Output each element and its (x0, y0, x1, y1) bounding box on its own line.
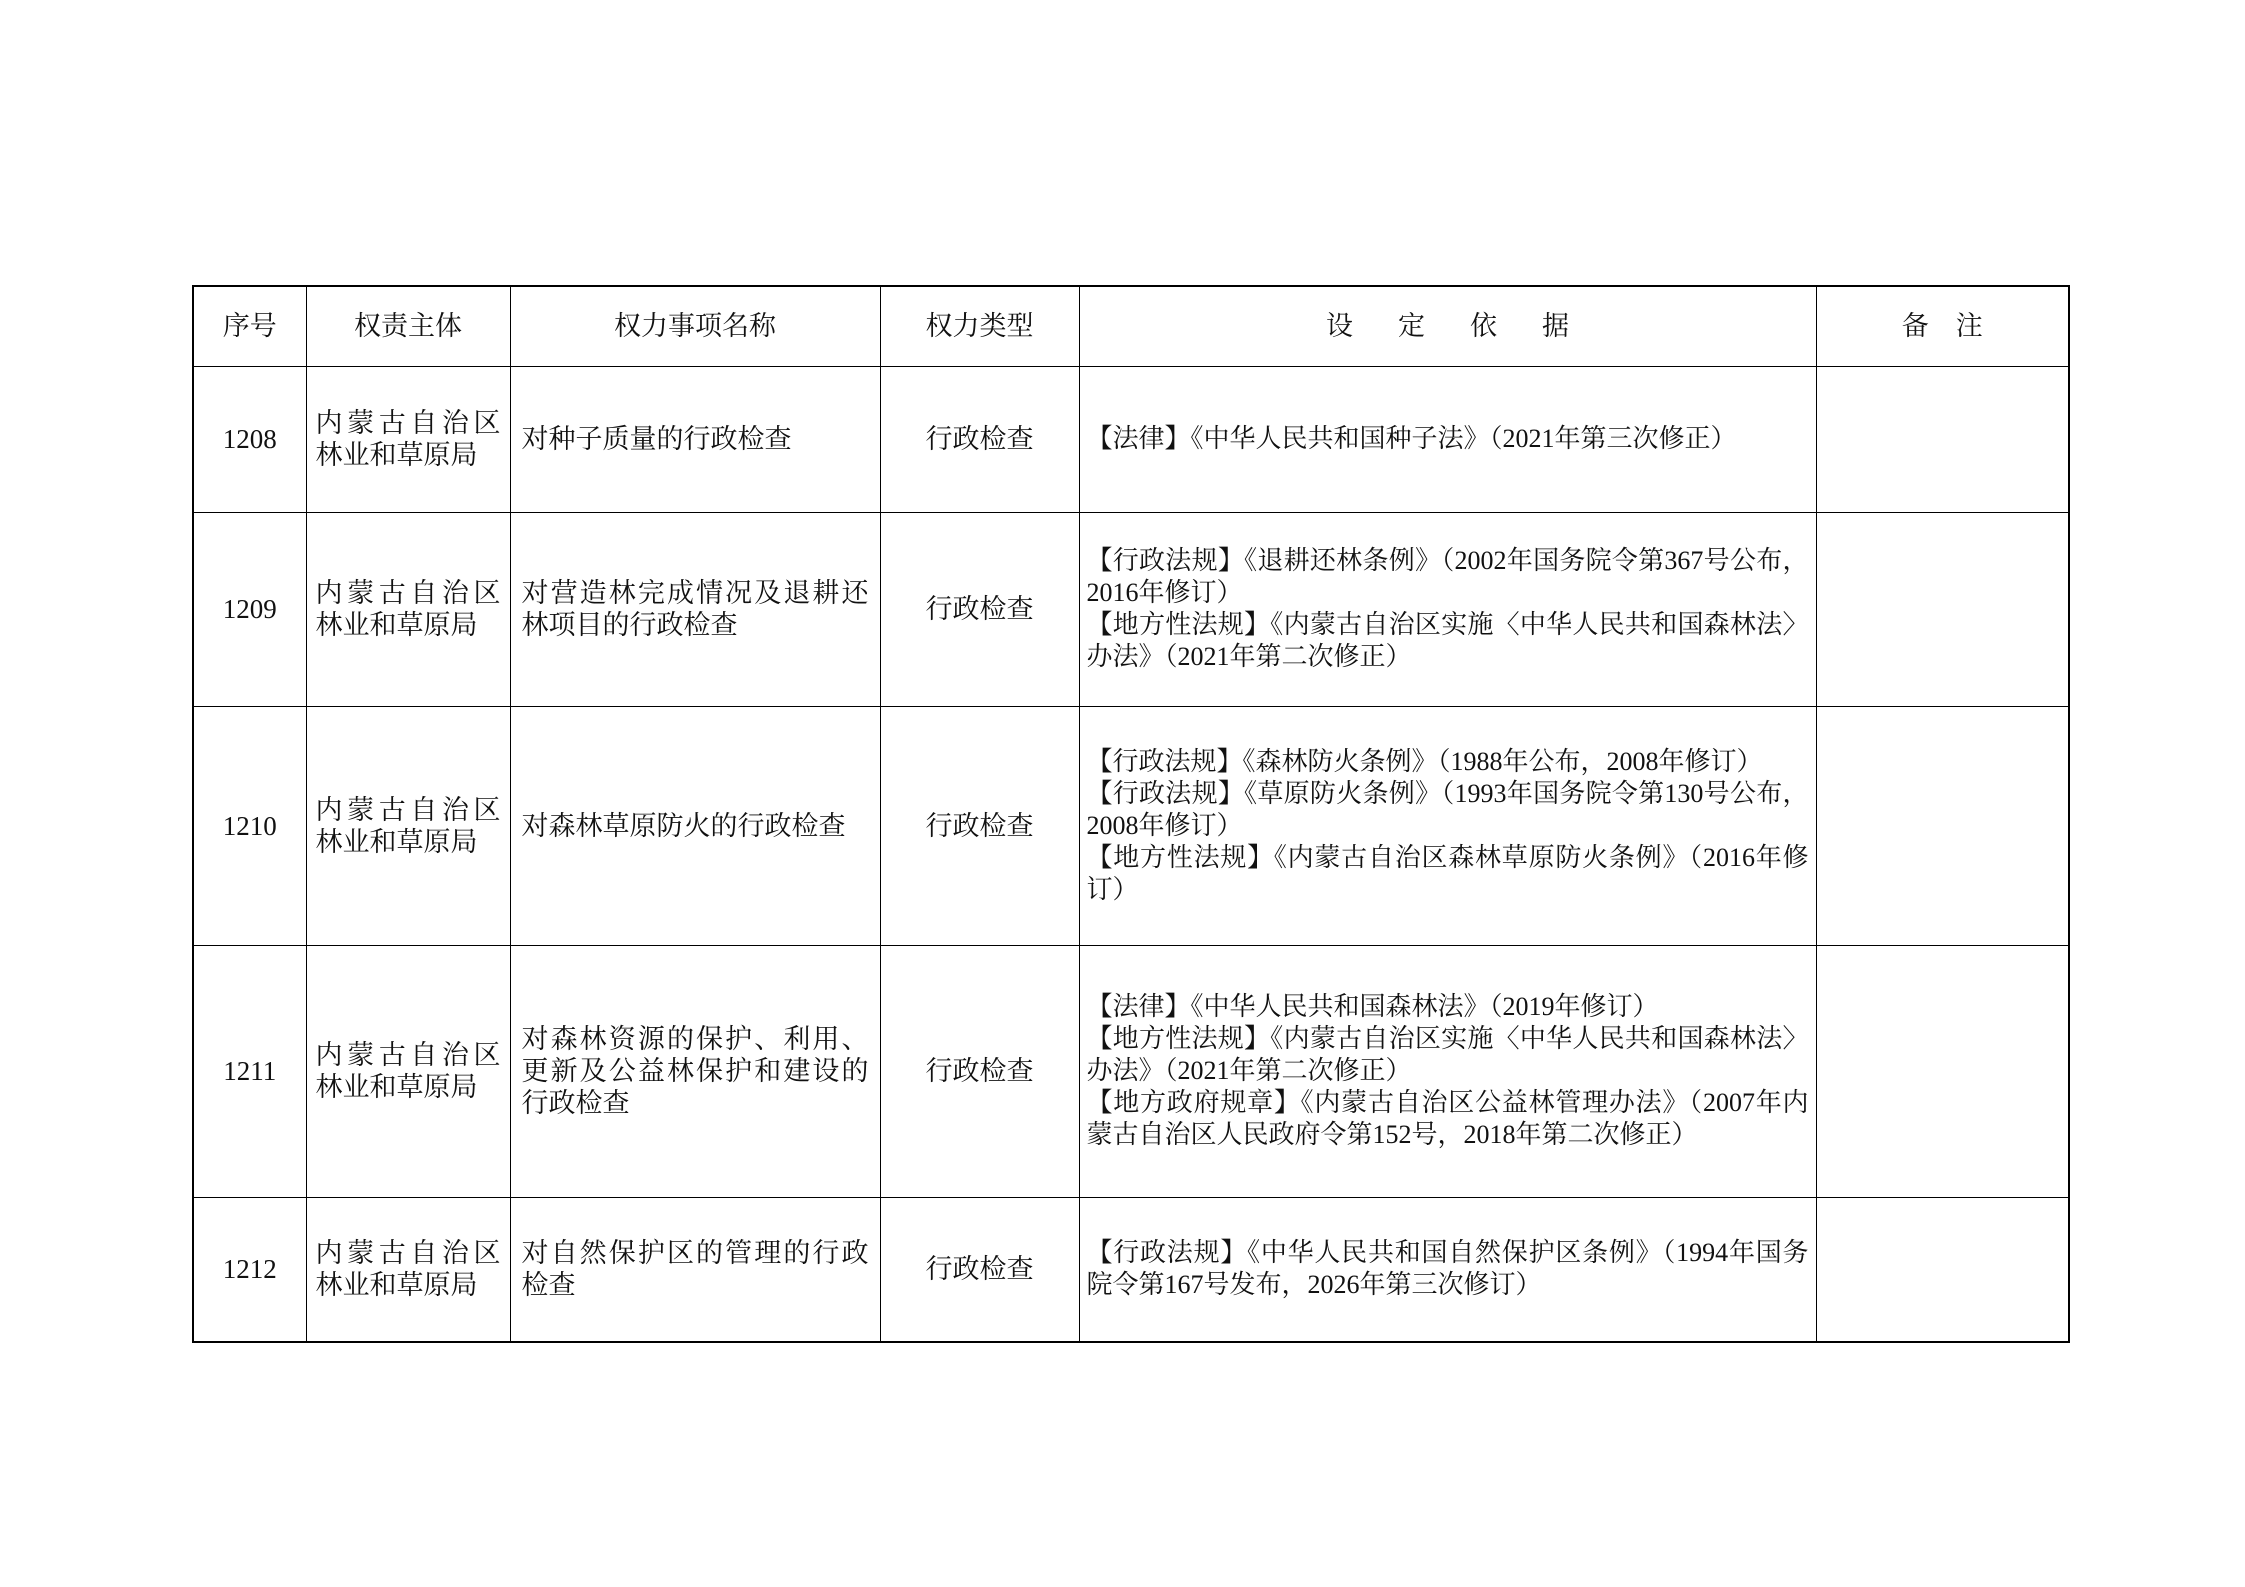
subject-cell (306, 512, 510, 706)
subject-cell (306, 945, 510, 1197)
type-cell: 行政检查 (880, 945, 1079, 1197)
remark-cell (1816, 706, 2069, 945)
basis-entry: 【法律】《中华人民共和国森林法》（2019年修订） (1086, 992, 1659, 1021)
type-cell: 行政检查 (880, 512, 1079, 706)
table-row (193, 366, 2069, 512)
table-row (193, 706, 2069, 945)
type-cell: 行政检查 (880, 706, 1079, 945)
header-basis (1079, 286, 1816, 366)
power-list-table (192, 285, 2070, 1343)
basis-entry: 【地方性法规】《内蒙古自治区实施〈中华人民共和国森林法〉办法》（2021年第二次修正） (1086, 1024, 1809, 1085)
remark-cell (1816, 945, 2069, 1197)
basis-entry: 【地方性法规】《内蒙古自治区森林草原防火条例》（2016年修订） (1086, 842, 1809, 904)
header-remark: 备 注 (1816, 286, 2069, 366)
basis-cell (1079, 512, 1816, 706)
seq-cell: 1209 (193, 512, 306, 706)
basis-cell (1079, 706, 1816, 945)
header-basis-label: 设 定 依 据 (1326, 311, 1578, 342)
basis-entry: 【行政法规】《草原防火条例》（1993年国务院令第130号公布，2008年修订） (1086, 778, 1809, 840)
basis-entry: 【行政法规】《退耕还林条例》（2002年国务院令第367号公布，2016年修订） (1086, 546, 1809, 607)
subject-text: 内蒙古自治区林业和草原局 (315, 794, 501, 857)
table-row (193, 1197, 2069, 1342)
subject-text: 内蒙古自治区林业和草原局 (315, 1040, 501, 1102)
item-cell (510, 945, 880, 1197)
subject-cell (306, 706, 510, 945)
item-cell (510, 706, 880, 945)
item-text: 对种子质量的行政检查 (521, 424, 792, 454)
basis-entry: 【行政法规】《森林防火条例》（1988年公布，2008年修订） (1086, 746, 1763, 776)
header-seq: 序号 (193, 286, 306, 366)
item-cell (510, 512, 880, 706)
type-cell: 行政检查 (880, 1197, 1079, 1342)
header-type: 权力类型 (880, 286, 1079, 366)
subject-cell (306, 366, 510, 512)
item-text: 对营造林完成情况及退耕还林项目的行政检查 (521, 578, 869, 640)
seq-cell: 1210 (193, 706, 306, 945)
basis-entry: 【地方政府规章】《内蒙古自治区公益林管理办法》（2007年内蒙古自治区人民政府令第152号，2018年第二次修正） (1086, 1088, 1809, 1149)
subject-text: 内蒙古自治区林业和草原局 (315, 578, 501, 640)
basis-entry: 【法律】《中华人民共和国种子法》（2021年第三次修正） (1086, 424, 1737, 453)
remark-cell (1816, 366, 2069, 512)
table-row (193, 945, 2069, 1197)
subject-cell (306, 1197, 510, 1342)
item-cell (510, 366, 880, 512)
item-cell (510, 1197, 880, 1342)
remark-cell (1816, 512, 2069, 706)
basis-entry: 【地方性法规】《内蒙古自治区实施〈中华人民共和国森林法〉办法》（2021年第二次修正） (1086, 610, 1809, 671)
header-item: 权力事项名称 (510, 286, 880, 366)
subject-text: 内蒙古自治区林业和草原局 (315, 1238, 501, 1301)
seq-cell: 1208 (193, 366, 306, 512)
table-row (193, 512, 2069, 706)
remark-cell (1816, 1197, 2069, 1342)
basis-cell (1079, 945, 1816, 1197)
basis-entry: 【行政法规】《中华人民共和国自然保护区条例》（1994年国务院令第167号发布，2026年第三次修订） (1086, 1238, 1809, 1300)
header-row (193, 286, 2069, 366)
item-text: 对森林草原防火的行政检查 (521, 810, 846, 841)
type-cell: 行政检查 (880, 366, 1079, 512)
seq-cell: 1212 (193, 1197, 306, 1342)
subject-text: 内蒙古自治区林业和草原局 (315, 408, 501, 470)
basis-cell (1079, 1197, 1816, 1342)
header-subject: 权责主体 (306, 286, 510, 366)
basis-cell (1079, 366, 1816, 512)
item-text: 对森林资源的保护、利用、更新及公益林保护和建设的行政检查 (521, 1024, 869, 1118)
seq-cell: 1211 (193, 945, 306, 1197)
item-text: 对自然保护区的管理的行政检查 (521, 1238, 869, 1301)
